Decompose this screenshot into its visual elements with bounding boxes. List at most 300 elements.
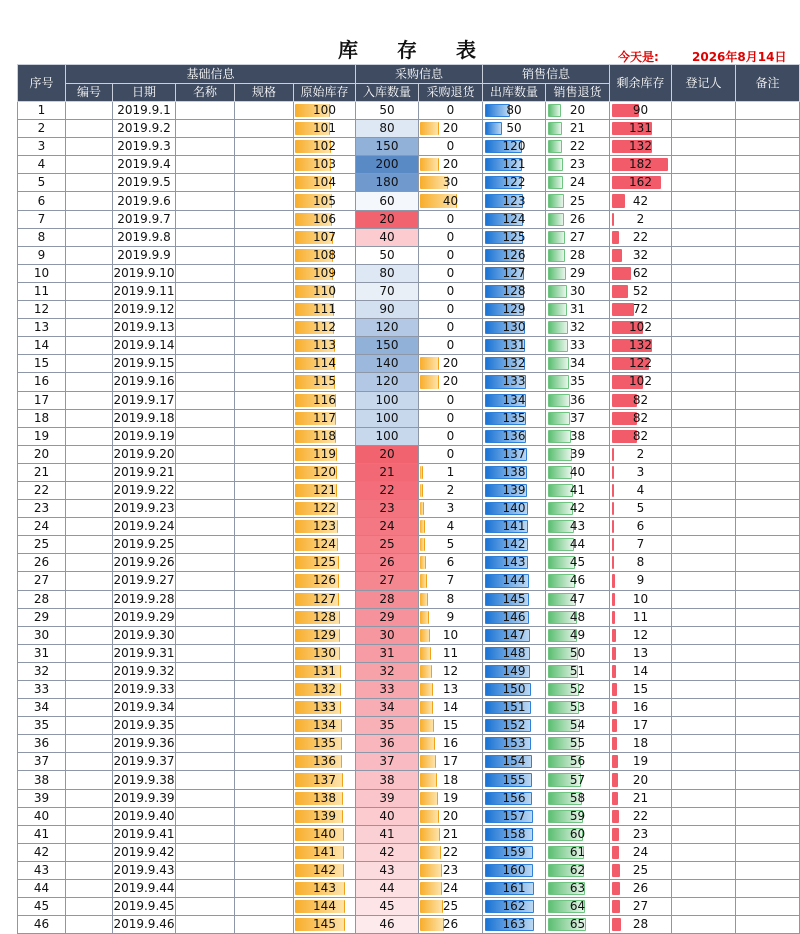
registrant-cell[interactable] [672,463,736,481]
code-cell[interactable] [66,608,113,626]
purchase-return-cell[interactable] [419,174,483,192]
remaining-cell[interactable] [610,717,672,735]
purchase-return-cell[interactable] [419,463,483,481]
spec-cell[interactable] [235,102,294,120]
out-qty-cell[interactable] [483,699,546,717]
in-qty-cell[interactable] [356,916,419,934]
spec-cell[interactable] [235,282,294,300]
out-qty-cell[interactable] [483,500,546,518]
out-qty-cell[interactable] [483,102,546,120]
sales-return-cell[interactable] [546,608,610,626]
date-cell[interactable] [113,699,176,717]
seq-cell[interactable] [18,916,66,934]
code-cell[interactable] [66,536,113,554]
remaining-cell[interactable] [610,301,672,319]
seq-cell[interactable] [18,102,66,120]
date-cell[interactable] [113,373,176,391]
original-cell[interactable] [294,916,356,934]
in-qty-cell[interactable] [356,445,419,463]
out-qty-cell[interactable] [483,246,546,264]
purchase-return-cell[interactable] [419,102,483,120]
remark-cell[interactable] [736,717,800,735]
purchase-return-cell[interactable] [419,572,483,590]
name-cell[interactable] [176,554,235,572]
in-qty-cell[interactable] [356,554,419,572]
out-qty-cell[interactable] [483,626,546,644]
code-cell[interactable] [66,662,113,680]
original-cell[interactable] [294,156,356,174]
seq-cell[interactable] [18,246,66,264]
sales-return-cell[interactable] [546,282,610,300]
date-cell[interactable] [113,536,176,554]
registrant-cell[interactable] [672,735,736,753]
in-qty-cell[interactable] [356,843,419,861]
code-cell[interactable] [66,246,113,264]
spec-cell[interactable] [235,228,294,246]
out-qty-cell[interactable] [483,192,546,210]
spec-cell[interactable] [235,246,294,264]
sales-return-cell[interactable] [546,807,610,825]
header-purchase-group[interactable]: 采购信息 [356,65,483,84]
remark-cell[interactable] [736,192,800,210]
date-cell[interactable] [113,843,176,861]
out-qty-cell[interactable] [483,880,546,898]
name-cell[interactable] [176,916,235,934]
name-cell[interactable] [176,662,235,680]
in-qty-cell[interactable] [356,572,419,590]
purchase-return-cell[interactable] [419,518,483,536]
in-qty-cell[interactable] [356,427,419,445]
out-qty-cell[interactable] [483,789,546,807]
seq-cell[interactable] [18,843,66,861]
sales-return-cell[interactable] [546,717,610,735]
purchase-return-cell[interactable] [419,373,483,391]
in-qty-cell[interactable] [356,753,419,771]
sales-return-cell[interactable] [546,210,610,228]
original-cell[interactable] [294,463,356,481]
date-cell[interactable] [113,409,176,427]
out-qty-cell[interactable] [483,644,546,662]
date-cell[interactable] [113,500,176,518]
seq-cell[interactable] [18,337,66,355]
remaining-cell[interactable] [610,681,672,699]
name-cell[interactable] [176,102,235,120]
registrant-cell[interactable] [672,681,736,699]
out-qty-cell[interactable] [483,735,546,753]
registrant-cell[interactable] [672,102,736,120]
out-qty-cell[interactable] [483,337,546,355]
in-qty-cell[interactable] [356,156,419,174]
name-cell[interactable] [176,228,235,246]
seq-cell[interactable] [18,301,66,319]
remaining-cell[interactable] [610,861,672,879]
out-qty-cell[interactable] [483,554,546,572]
sales-return-cell[interactable] [546,409,610,427]
purchase-return-cell[interactable] [419,192,483,210]
registrant-cell[interactable] [672,409,736,427]
out-qty-cell[interactable] [483,662,546,680]
name-cell[interactable] [176,644,235,662]
out-qty-cell[interactable] [483,481,546,499]
in-qty-cell[interactable] [356,681,419,699]
spec-cell[interactable] [235,391,294,409]
registrant-cell[interactable] [672,608,736,626]
date-cell[interactable] [113,662,176,680]
code-cell[interactable] [66,626,113,644]
remaining-cell[interactable] [610,445,672,463]
in-qty-cell[interactable] [356,138,419,156]
purchase-return-cell[interactable] [419,337,483,355]
registrant-cell[interactable] [672,192,736,210]
seq-cell[interactable] [18,825,66,843]
remaining-cell[interactable] [610,662,672,680]
seq-cell[interactable] [18,192,66,210]
original-cell[interactable] [294,880,356,898]
name-cell[interactable] [176,572,235,590]
name-cell[interactable] [176,337,235,355]
purchase-return-cell[interactable] [419,301,483,319]
purchase-return-cell[interactable] [419,681,483,699]
date-cell[interactable] [113,825,176,843]
date-cell[interactable] [113,590,176,608]
registrant-cell[interactable] [672,391,736,409]
purchase-return-cell[interactable] [419,590,483,608]
registrant-cell[interactable] [672,481,736,499]
remaining-cell[interactable] [610,699,672,717]
sales-return-cell[interactable] [546,626,610,644]
name-cell[interactable] [176,843,235,861]
date-cell[interactable] [113,192,176,210]
code-cell[interactable] [66,681,113,699]
registrant-cell[interactable] [672,120,736,138]
original-cell[interactable] [294,681,356,699]
code-cell[interactable] [66,445,113,463]
date-cell[interactable] [113,282,176,300]
in-qty-cell[interactable] [356,192,419,210]
header-date[interactable]: 日期 [113,84,176,102]
original-cell[interactable] [294,753,356,771]
remaining-cell[interactable] [610,210,672,228]
name-cell[interactable] [176,445,235,463]
original-cell[interactable] [294,500,356,518]
sales-return-cell[interactable] [546,228,610,246]
in-qty-cell[interactable] [356,536,419,554]
original-cell[interactable] [294,518,356,536]
seq-cell[interactable] [18,138,66,156]
date-cell[interactable] [113,120,176,138]
original-cell[interactable] [294,174,356,192]
purchase-return-cell[interactable] [419,861,483,879]
out-qty-cell[interactable] [483,843,546,861]
date-cell[interactable] [113,554,176,572]
seq-cell[interactable] [18,789,66,807]
remaining-cell[interactable] [610,264,672,282]
out-qty-cell[interactable] [483,717,546,735]
spec-cell[interactable] [235,590,294,608]
code-cell[interactable] [66,590,113,608]
original-cell[interactable] [294,481,356,499]
spec-cell[interactable] [235,789,294,807]
date-cell[interactable] [113,735,176,753]
sales-return-cell[interactable] [546,301,610,319]
code-cell[interactable] [66,807,113,825]
spec-cell[interactable] [235,373,294,391]
in-qty-cell[interactable] [356,228,419,246]
remark-cell[interactable] [736,120,800,138]
sales-return-cell[interactable] [546,500,610,518]
out-qty-cell[interactable] [483,807,546,825]
out-qty-cell[interactable] [483,301,546,319]
original-cell[interactable] [294,717,356,735]
in-qty-cell[interactable] [356,717,419,735]
date-cell[interactable] [113,246,176,264]
code-cell[interactable] [66,373,113,391]
out-qty-cell[interactable] [483,174,546,192]
original-cell[interactable] [294,699,356,717]
in-qty-cell[interactable] [356,102,419,120]
remaining-cell[interactable] [610,554,672,572]
seq-cell[interactable] [18,536,66,554]
purchase-return-cell[interactable] [419,626,483,644]
sales-return-cell[interactable] [546,753,610,771]
purchase-return-cell[interactable] [419,644,483,662]
seq-cell[interactable] [18,898,66,916]
spec-cell[interactable] [235,662,294,680]
name-cell[interactable] [176,536,235,554]
remark-cell[interactable] [736,138,800,156]
registrant-cell[interactable] [672,717,736,735]
code-cell[interactable] [66,771,113,789]
sales-return-cell[interactable] [546,590,610,608]
name-cell[interactable] [176,500,235,518]
name-cell[interactable] [176,753,235,771]
remaining-cell[interactable] [610,120,672,138]
registrant-cell[interactable] [672,916,736,934]
remark-cell[interactable] [736,843,800,861]
spec-cell[interactable] [235,174,294,192]
code-cell[interactable] [66,699,113,717]
remark-cell[interactable] [736,861,800,879]
remaining-cell[interactable] [610,102,672,120]
spec-cell[interactable] [235,608,294,626]
name-cell[interactable] [176,120,235,138]
code-cell[interactable] [66,120,113,138]
out-qty-cell[interactable] [483,120,546,138]
date-cell[interactable] [113,337,176,355]
spec-cell[interactable] [235,554,294,572]
name-cell[interactable] [176,282,235,300]
remaining-cell[interactable] [610,789,672,807]
remark-cell[interactable] [736,662,800,680]
seq-cell[interactable] [18,264,66,282]
header-sales-group[interactable]: 销售信息 [483,65,610,84]
remark-cell[interactable] [736,699,800,717]
code-cell[interactable] [66,355,113,373]
spec-cell[interactable] [235,210,294,228]
sales-return-cell[interactable] [546,880,610,898]
spec-cell[interactable] [235,500,294,518]
spec-cell[interactable] [235,518,294,536]
date-cell[interactable] [113,481,176,499]
code-cell[interactable] [66,102,113,120]
registrant-cell[interactable] [672,825,736,843]
remark-cell[interactable] [736,246,800,264]
original-cell[interactable] [294,120,356,138]
sales-return-cell[interactable] [546,427,610,445]
registrant-cell[interactable] [672,554,736,572]
in-qty-cell[interactable] [356,880,419,898]
remark-cell[interactable] [736,174,800,192]
seq-cell[interactable] [18,572,66,590]
remark-cell[interactable] [736,753,800,771]
remark-cell[interactable] [736,427,800,445]
sales-return-cell[interactable] [546,662,610,680]
date-cell[interactable] [113,174,176,192]
date-cell[interactable] [113,228,176,246]
out-qty-cell[interactable] [483,210,546,228]
seq-cell[interactable] [18,735,66,753]
name-cell[interactable] [176,409,235,427]
original-cell[interactable] [294,391,356,409]
code-cell[interactable] [66,228,113,246]
seq-cell[interactable] [18,626,66,644]
date-cell[interactable] [113,717,176,735]
in-qty-cell[interactable] [356,174,419,192]
sales-return-cell[interactable] [546,898,610,916]
header-remaining[interactable]: 剩余库存 [610,65,672,102]
date-cell[interactable] [113,572,176,590]
spec-cell[interactable] [235,264,294,282]
code-cell[interactable] [66,843,113,861]
registrant-cell[interactable] [672,301,736,319]
in-qty-cell[interactable] [356,409,419,427]
in-qty-cell[interactable] [356,481,419,499]
remaining-cell[interactable] [610,608,672,626]
name-cell[interactable] [176,735,235,753]
name-cell[interactable] [176,880,235,898]
remark-cell[interactable] [736,156,800,174]
seq-cell[interactable] [18,373,66,391]
registrant-cell[interactable] [672,518,736,536]
registrant-cell[interactable] [672,228,736,246]
sales-return-cell[interactable] [546,102,610,120]
purchase-return-cell[interactable] [419,264,483,282]
seq-cell[interactable] [18,662,66,680]
sales-return-cell[interactable] [546,481,610,499]
in-qty-cell[interactable] [356,246,419,264]
purchase-return-cell[interactable] [419,789,483,807]
sales-return-cell[interactable] [546,789,610,807]
remark-cell[interactable] [736,391,800,409]
remaining-cell[interactable] [610,825,672,843]
code-cell[interactable] [66,156,113,174]
header-code[interactable]: 编号 [66,84,113,102]
seq-cell[interactable] [18,717,66,735]
registrant-cell[interactable] [672,771,736,789]
out-qty-cell[interactable] [483,916,546,934]
code-cell[interactable] [66,337,113,355]
remaining-cell[interactable] [610,427,672,445]
spec-cell[interactable] [235,644,294,662]
code-cell[interactable] [66,192,113,210]
original-cell[interactable] [294,898,356,916]
code-cell[interactable] [66,644,113,662]
purchase-return-cell[interactable] [419,391,483,409]
remark-cell[interactable] [736,102,800,120]
purchase-return-cell[interactable] [419,500,483,518]
date-cell[interactable] [113,518,176,536]
spec-cell[interactable] [235,843,294,861]
in-qty-cell[interactable] [356,771,419,789]
date-cell[interactable] [113,264,176,282]
out-qty-cell[interactable] [483,409,546,427]
date-cell[interactable] [113,210,176,228]
remark-cell[interactable] [736,463,800,481]
name-cell[interactable] [176,807,235,825]
spec-cell[interactable] [235,355,294,373]
sales-return-cell[interactable] [546,699,610,717]
name-cell[interactable] [176,626,235,644]
in-qty-cell[interactable] [356,608,419,626]
out-qty-cell[interactable] [483,753,546,771]
name-cell[interactable] [176,138,235,156]
spec-cell[interactable] [235,825,294,843]
out-qty-cell[interactable] [483,282,546,300]
remaining-cell[interactable] [610,319,672,337]
date-cell[interactable] [113,771,176,789]
spec-cell[interactable] [235,337,294,355]
code-cell[interactable] [66,138,113,156]
remark-cell[interactable] [736,644,800,662]
original-cell[interactable] [294,825,356,843]
remark-cell[interactable] [736,228,800,246]
remark-cell[interactable] [736,807,800,825]
purchase-return-cell[interactable] [419,536,483,554]
original-cell[interactable] [294,590,356,608]
original-cell[interactable] [294,409,356,427]
code-cell[interactable] [66,735,113,753]
spec-cell[interactable] [235,192,294,210]
header-basic-group[interactable]: 基础信息 [66,65,356,84]
remark-cell[interactable] [736,481,800,499]
registrant-cell[interactable] [672,427,736,445]
code-cell[interactable] [66,825,113,843]
name-cell[interactable] [176,301,235,319]
purchase-return-cell[interactable] [419,554,483,572]
out-qty-cell[interactable] [483,138,546,156]
remark-cell[interactable] [736,518,800,536]
sales-return-cell[interactable] [546,916,610,934]
name-cell[interactable] [176,391,235,409]
name-cell[interactable] [176,355,235,373]
remark-cell[interactable] [736,355,800,373]
name-cell[interactable] [176,861,235,879]
original-cell[interactable] [294,843,356,861]
registrant-cell[interactable] [672,753,736,771]
date-cell[interactable] [113,807,176,825]
remark-cell[interactable] [736,916,800,934]
out-qty-cell[interactable] [483,771,546,789]
remaining-cell[interactable] [610,500,672,518]
purchase-return-cell[interactable] [419,807,483,825]
purchase-return-cell[interactable] [419,228,483,246]
in-qty-cell[interactable] [356,120,419,138]
sales-return-cell[interactable] [546,825,610,843]
sales-return-cell[interactable] [546,861,610,879]
remark-cell[interactable] [736,554,800,572]
code-cell[interactable] [66,500,113,518]
remaining-cell[interactable] [610,373,672,391]
